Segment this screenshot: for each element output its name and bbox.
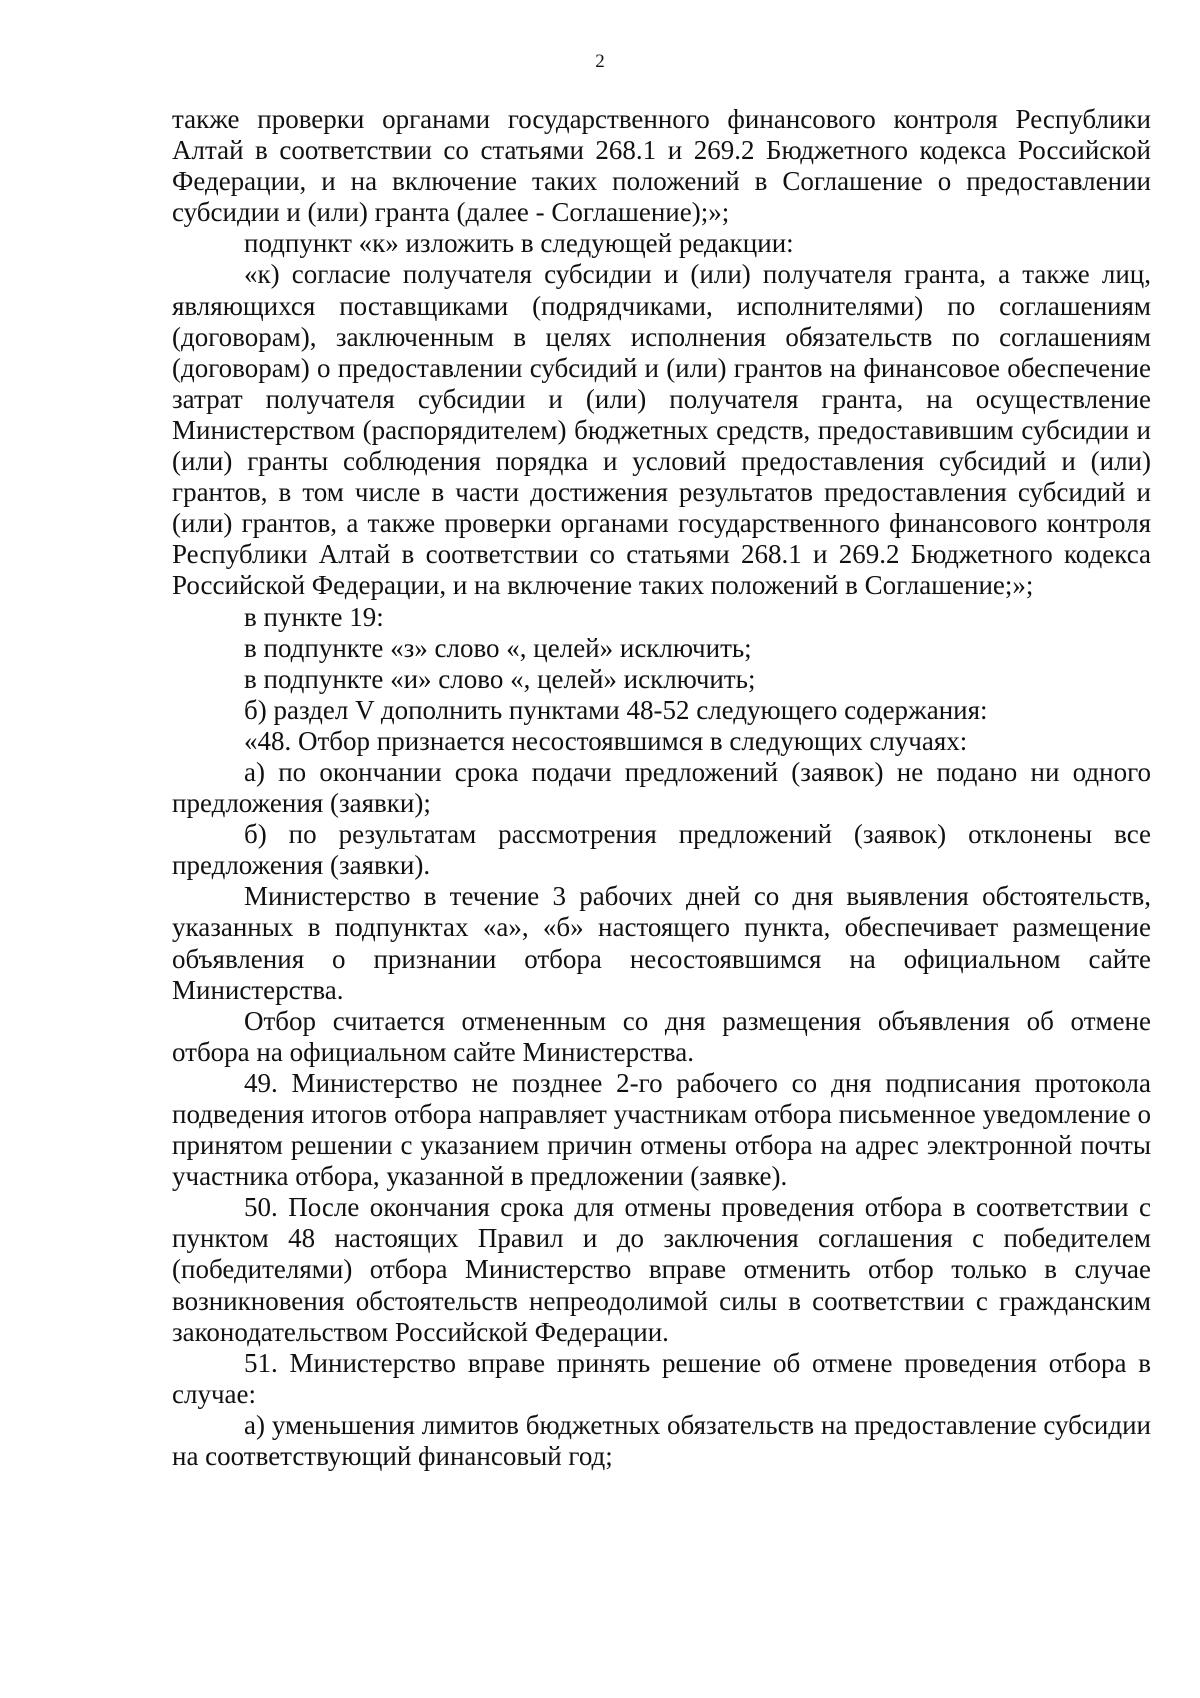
- paragraph: а) уменьшения лимитов бюджетных обязательств на предоставление субсидии на соответствующий финансовый год;: [172, 1409, 1151, 1472]
- paragraph: Министерство в течение 3 рабочих дней со дня выявления обстоятельств, указанных в подпунктах «а», «б» настоящего пункта, обеспечивает размещение объявления о признании отбора несостоявшимся на официальном сайте Министерства.: [172, 881, 1151, 1005]
- page-number: 2: [595, 51, 605, 72]
- paragraph: 49. Министерство не позднее 2-го рабочего со дня подписания протокола подведения итогов отбора направляет участникам отбора письменное уведомление о принятом решении с указанием причин отмены отбора на адрес электронной почты участника отбора, указанной в предложении (заявке).: [172, 1067, 1151, 1192]
- paragraph: б) по результатам рассмотрения предложений (заявок) отклонены все предложения (заявки).: [172, 819, 1151, 881]
- paragraph: «к) согласие получателя субсидии и (или) получателя гранта, а также лиц, являющихся поставщиками (подрядчиками, исполнителями) по соглашениям (договорам), заключенным в целях исполнения обязательств по соглашениям (договорам) о предоставлении субсидий и (или) грантов на финансовое обеспечение затрат получателя субсидии и (или) получателя гранта, на осуществление Министерством (распорядителем) бюджетных средств, предоставившим субсидии и (или) гранты соблюдения порядка и условий предоставления субсидий и (или) грантов, в том числе в части достижения результатов предоставления субсидий и (или) грантов, а также проверки органами государственного финансового контроля Республики Алтай в соответствии со статьями 268.1 и 269.2 Бюджетного кодекса Российской Федерации, и на включение таких положений в Соглашение;»;: [172, 259, 1151, 601]
- paragraph: а) по окончании срока подачи предложений (заявок) не подано ни одного предложения (заявки);: [172, 756, 1151, 819]
- paragraph: 51. Министерство вправе принять решение об отмене проведения отбора в случае:: [172, 1347, 1151, 1409]
- document-body: [172, 104, 1151, 1472]
- paragraph: Отбор считается отмененным со дня размещения объявления об отмене отбора на официальном сайте Министерства.: [172, 1005, 1151, 1067]
- paragraph: б) раздел V дополнить пунктами 48-52 следующего содержания:: [244, 694, 988, 725]
- paragraph: также проверки органами государственного финансового контроля Республики Алтай в соответствии со статьями 268.1 и 269.2 Бюджетного кодекса Российской Федерации, и на включение таких положений в Соглашение о предоставлении субсидии и (или) гранта (далее - Соглашение);»;: [172, 104, 1151, 228]
- paragraph: в пункте 19:: [244, 601, 384, 632]
- paragraph: 50. После окончания срока для отмены проведения отбора в соответствии с пунктом 48 настоящих Правил и до заключения соглашения с победителем (победителями) отбора Министерство вправе отменить отбор только в случае возникновения обстоятельств непреодолимой силы в соответствии с гражданским законодательством Российской Федерации.: [172, 1192, 1151, 1347]
- paragraph: в подпункте «и» слово «, целей» исключить;: [244, 663, 756, 694]
- paragraph: подпункт «к» изложить в следующей редакции:: [244, 228, 794, 259]
- paragraph: в подпункте «з» слово «, целей» исключить;: [244, 632, 752, 663]
- paragraph: «48. Отбор признается несостоявшимся в следующих случаях:: [244, 725, 968, 756]
